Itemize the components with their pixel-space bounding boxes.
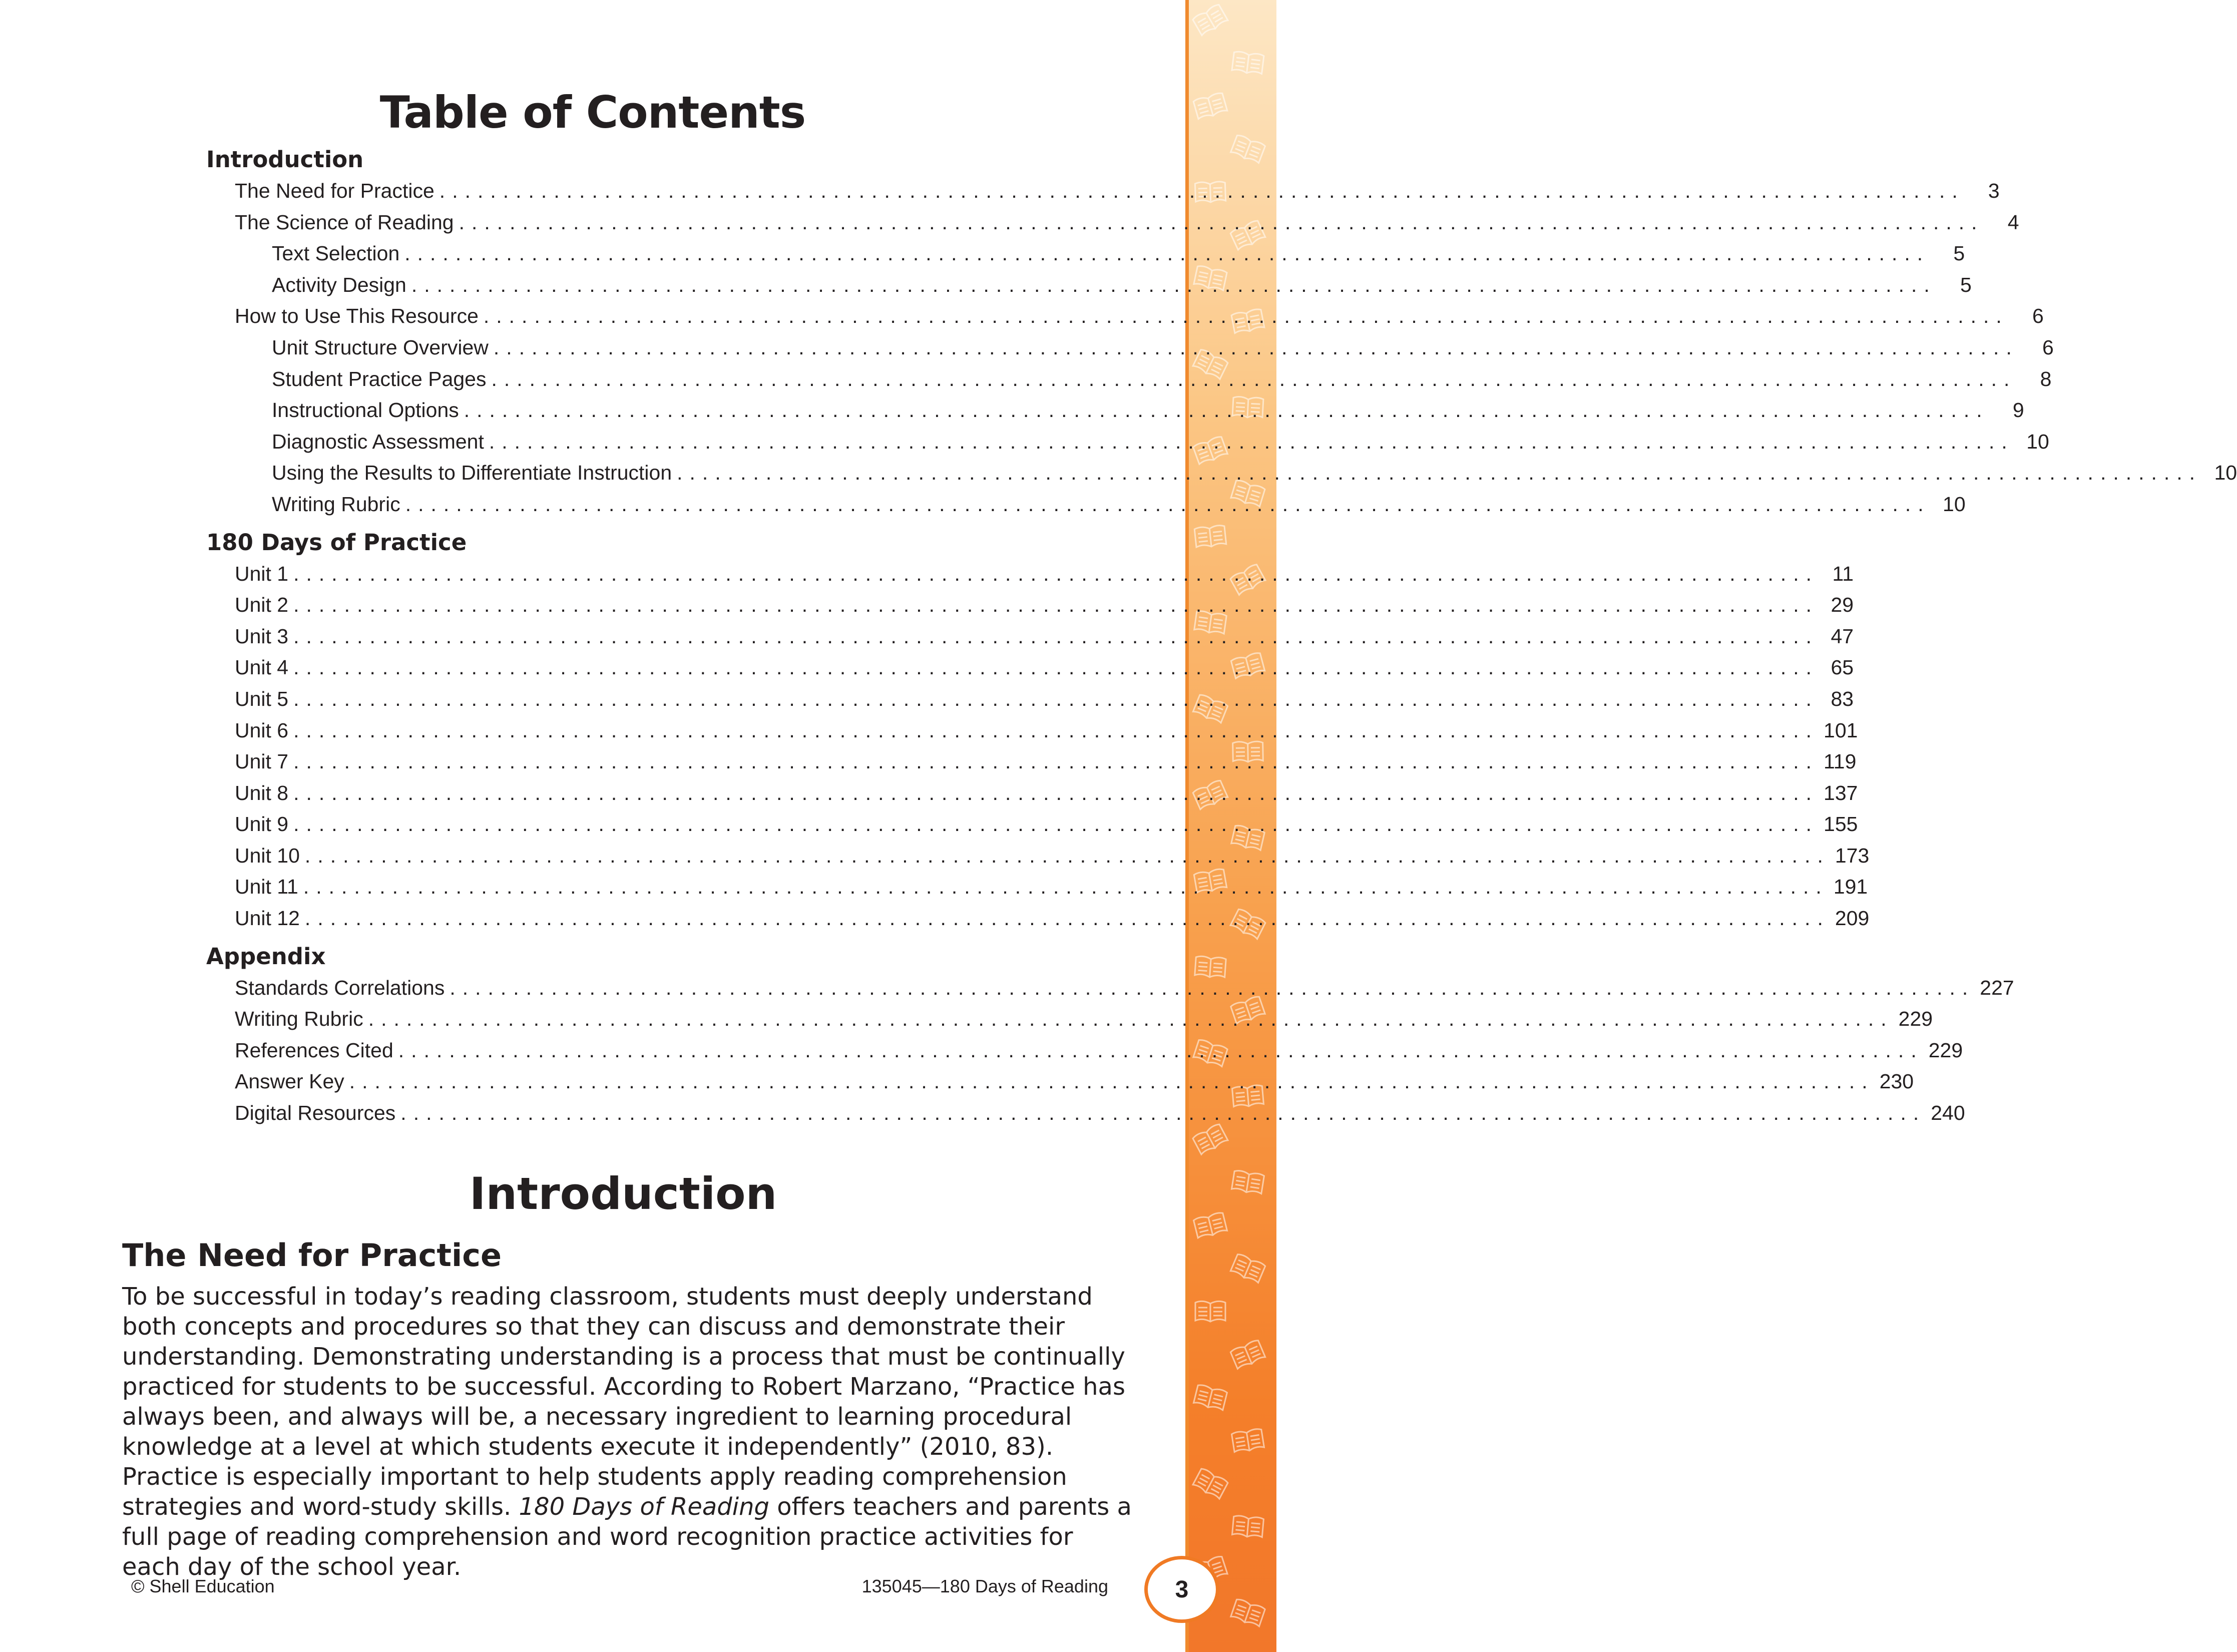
open-book-icon — [1195, 1301, 1225, 1322]
intro-subhead: The Need for Practice — [122, 1237, 502, 1274]
dot-leader: ........................................................................................................................ — [293, 781, 1819, 804]
toc-entry — [206, 589, 1854, 621]
toc-entry-label: Text Selection — [272, 242, 400, 265]
dot-leader: ........................................................................................................................ — [304, 844, 1830, 867]
toc-entry-page: 8 — [2040, 367, 2052, 390]
paragraph-text-before: To be successful in today’s reading classroom, students must deeply understand both concepts and procedures so that they can discuss and demonstrate their understanding. Demonstrating understanding is a process that must be continually practiced for students to be successful. According to Robert Marzano, “Practice has always been, and always will be, a necessary ingredient to learning procedural knowledge at a level at which students execute it independently” (2010, 83). Practice is especially important to help students apply reading comprehension strategies and word-study skills. — [122, 1283, 1125, 1521]
toc-entry-page: 229 — [1928, 1038, 1963, 1062]
dot-leader: ........................................................................................................................ — [404, 242, 1930, 265]
toc-entry-page: 240 — [1931, 1101, 1965, 1125]
dot-leader: ........................................................................................................................ — [293, 750, 1819, 773]
open-book-icon — [1230, 134, 1266, 164]
toc-entry — [206, 715, 1858, 746]
toc-entry — [206, 683, 1854, 715]
toc-entry-label: Unit 4 — [235, 656, 289, 679]
section-gap — [206, 520, 1000, 527]
open-book-icon — [1230, 1253, 1266, 1284]
dot-leader: ........................................................................................................................ — [293, 687, 1819, 710]
dot-leader: ........................................................................................................................ — [293, 812, 1819, 836]
book-title-italic: 180 Days of Reading — [519, 1493, 769, 1521]
dot-leader: ........................................................................................................................ — [450, 976, 1975, 999]
toc-entry — [206, 558, 1854, 590]
toc-entry-label: Unit 6 — [235, 718, 289, 742]
toc-entry-label: Unit 11 — [235, 875, 298, 899]
toc-entry — [206, 207, 2019, 238]
toc-entry — [206, 489, 1966, 520]
dot-leader: ........................................................................................................................ — [349, 1070, 1875, 1093]
toc-entry — [206, 777, 1858, 809]
toc-entry-page: 65 — [1831, 656, 1854, 679]
toc-entry-page: 5 — [1953, 242, 1965, 265]
toc-entry-label: Answer Key — [235, 1070, 344, 1093]
toc-entry-page: 230 — [1879, 1070, 1914, 1093]
open-book-icon — [1193, 1384, 1227, 1411]
open-book-icon — [1193, 92, 1227, 120]
toc-entry-page: 6 — [2032, 304, 2044, 328]
toc-entry — [206, 1035, 1963, 1066]
toc-entry-page: 11 — [1832, 562, 1854, 585]
toc-entry-page: 10 — [2026, 430, 2049, 453]
toc-entry-label: Writing Rubric — [235, 1007, 363, 1031]
toc-entry-page: 119 — [1824, 750, 1857, 773]
dot-leader: ........................................................................................................................ — [439, 179, 1965, 202]
toc-entry — [206, 457, 2237, 489]
toc-entry-page: 47 — [1831, 624, 1854, 648]
open-book-icon — [1192, 4, 1228, 36]
open-book-icon — [1230, 1598, 1265, 1627]
intro-title: Introduction — [469, 1168, 777, 1219]
intro-paragraph — [122, 1282, 1133, 1582]
toc-entry-label: References Cited — [235, 1038, 393, 1062]
toc-entry-label: Unit Structure Overview — [272, 335, 489, 359]
toc-entry-page: 155 — [1824, 812, 1858, 836]
toc-section-heading: Introduction — [206, 146, 364, 173]
toc-entry-label: Unit 7 — [235, 750, 289, 773]
dot-leader: ........................................................................................................................ — [677, 461, 2202, 485]
toc-entry-page: 3 — [1988, 179, 2000, 202]
toc-entry — [206, 394, 2024, 426]
dot-leader: ........................................................................................................................ — [293, 562, 1819, 585]
dot-leader: ........................................................................................................................ — [293, 593, 1819, 617]
toc-entry-label: Digital Resources — [235, 1101, 396, 1125]
toc-entry — [206, 269, 1972, 301]
toc-entry-label: How to Use This Resource — [235, 304, 479, 328]
toc-entry — [206, 746, 1857, 777]
toc-entry-label: Unit 1 — [235, 562, 289, 585]
toc-entry-page: 29 — [1831, 593, 1854, 617]
toc-entry — [206, 363, 2052, 395]
footer-copyright: © Shell Education — [131, 1576, 275, 1596]
toc-entry-label: Writing Rubric — [272, 492, 400, 516]
dot-leader: ........................................................................................................................ — [368, 1007, 1894, 1031]
toc-section-heading: Appendix — [206, 943, 326, 970]
open-book-icon — [1231, 1428, 1264, 1453]
dot-leader: ........................................................................................................................ — [493, 335, 2019, 359]
open-book-icon — [1232, 51, 1264, 75]
toc-entry — [206, 1066, 1914, 1097]
toc-entry-page: 229 — [1898, 1007, 1933, 1031]
dot-leader: ........................................................................................................................ — [411, 273, 1937, 296]
toc-entry-label: Unit 10 — [235, 844, 300, 867]
toc-entry-label: The Need for Practice — [235, 179, 434, 202]
page-number-badge: 3 — [1144, 1556, 1219, 1623]
toc-entry-label: Student Practice Pages — [272, 367, 487, 390]
toc-title: Table of Contents — [379, 87, 806, 138]
open-book-icon — [1232, 1515, 1263, 1538]
toc-entry-page: 83 — [1831, 687, 1854, 710]
dot-leader: ........................................................................................................................ — [491, 367, 2017, 390]
toc-entry-label: Diagnostic Assessment — [272, 430, 484, 453]
open-book-icon — [1192, 1468, 1228, 1500]
open-book-icon — [1194, 525, 1226, 548]
toc-entry-label: Standards Correlations — [235, 976, 445, 999]
toc-entry-page: 10 — [1943, 492, 1966, 516]
toc-entry — [206, 300, 2044, 332]
dot-leader: ........................................................................................................................ — [303, 875, 1829, 899]
toc-entry — [206, 871, 1868, 903]
toc-entry — [206, 808, 1858, 840]
toc-entry-page: 5 — [1960, 273, 1972, 296]
dot-leader: ........................................................................................................................ — [464, 398, 1989, 422]
toc-entry-page: 101 — [1824, 718, 1858, 742]
dot-leader: ........................................................................................................................ — [398, 1038, 1924, 1062]
dot-leader: ........................................................................................................................ — [304, 907, 1830, 930]
toc-entry — [206, 1003, 1933, 1035]
dot-leader: ........................................................................................................................ — [459, 210, 1984, 234]
toc-entry-page: 173 — [1835, 844, 1870, 867]
toc-entry-label: Unit 12 — [235, 907, 300, 930]
toc-entry-label: Using the Results to Differentiate Instruction — [272, 461, 672, 485]
paragraph-text-after: offers teachers and parents a full page of reading comprehension and word recognition practice activities for each day of the school year. — [122, 1493, 1132, 1581]
toc-entry-label: Instructional Options — [272, 398, 459, 422]
toc-entry-page: 137 — [1824, 781, 1858, 804]
toc-entry-page: 10 — [2214, 461, 2237, 485]
toc-entry — [206, 332, 2054, 363]
dot-leader: ........................................................................................................................ — [293, 624, 1819, 648]
dot-leader: ........................................................................................................................ — [293, 656, 1819, 679]
dot-leader: ........................................................................................................................ — [400, 1101, 1926, 1125]
toc-entry-page: 209 — [1835, 907, 1870, 930]
open-book-icon — [1230, 1339, 1265, 1370]
toc-entry — [206, 1097, 1965, 1129]
toc-entry-page: 227 — [1980, 976, 2014, 999]
toc-section-heading: 180 Days of Practice — [206, 529, 467, 556]
toc-entry-label: The Science of Reading — [235, 210, 454, 234]
toc-entry-page: 4 — [2007, 210, 2019, 234]
toc-entry-label: Unit 8 — [235, 781, 289, 804]
toc-entry-page: 6 — [2042, 335, 2054, 359]
toc-entry — [206, 840, 1870, 872]
toc-entry — [206, 238, 1965, 269]
toc-entry-page: 9 — [2012, 398, 2024, 422]
toc-entry — [206, 175, 2000, 207]
toc-entry-page: 191 — [1833, 875, 1868, 899]
footer-product: 135045—180 Days of Reading — [861, 1576, 1108, 1596]
toc-entry-label: Unit 9 — [235, 812, 289, 836]
dot-leader: ........................................................................................................................ — [293, 718, 1819, 742]
toc-entry-label: Activity Design — [272, 273, 406, 296]
dot-leader: ........................................................................................................................ — [489, 430, 2014, 453]
section-gap — [206, 934, 1000, 941]
toc-entry-label: Unit 2 — [235, 593, 289, 617]
toc-entry-label: Unit 5 — [235, 687, 289, 710]
toc-entry-label: Unit 3 — [235, 624, 289, 648]
table-of-contents — [206, 144, 2237, 1129]
dot-leader: ........................................................................................................................ — [405, 492, 1931, 516]
toc-entry — [206, 426, 2049, 458]
toc-entry — [206, 621, 1854, 652]
toc-entry — [206, 972, 2014, 1004]
toc-entry — [206, 903, 1870, 934]
toc-entry — [206, 652, 1854, 683]
dot-leader: ........................................................................................................................ — [483, 304, 2009, 328]
